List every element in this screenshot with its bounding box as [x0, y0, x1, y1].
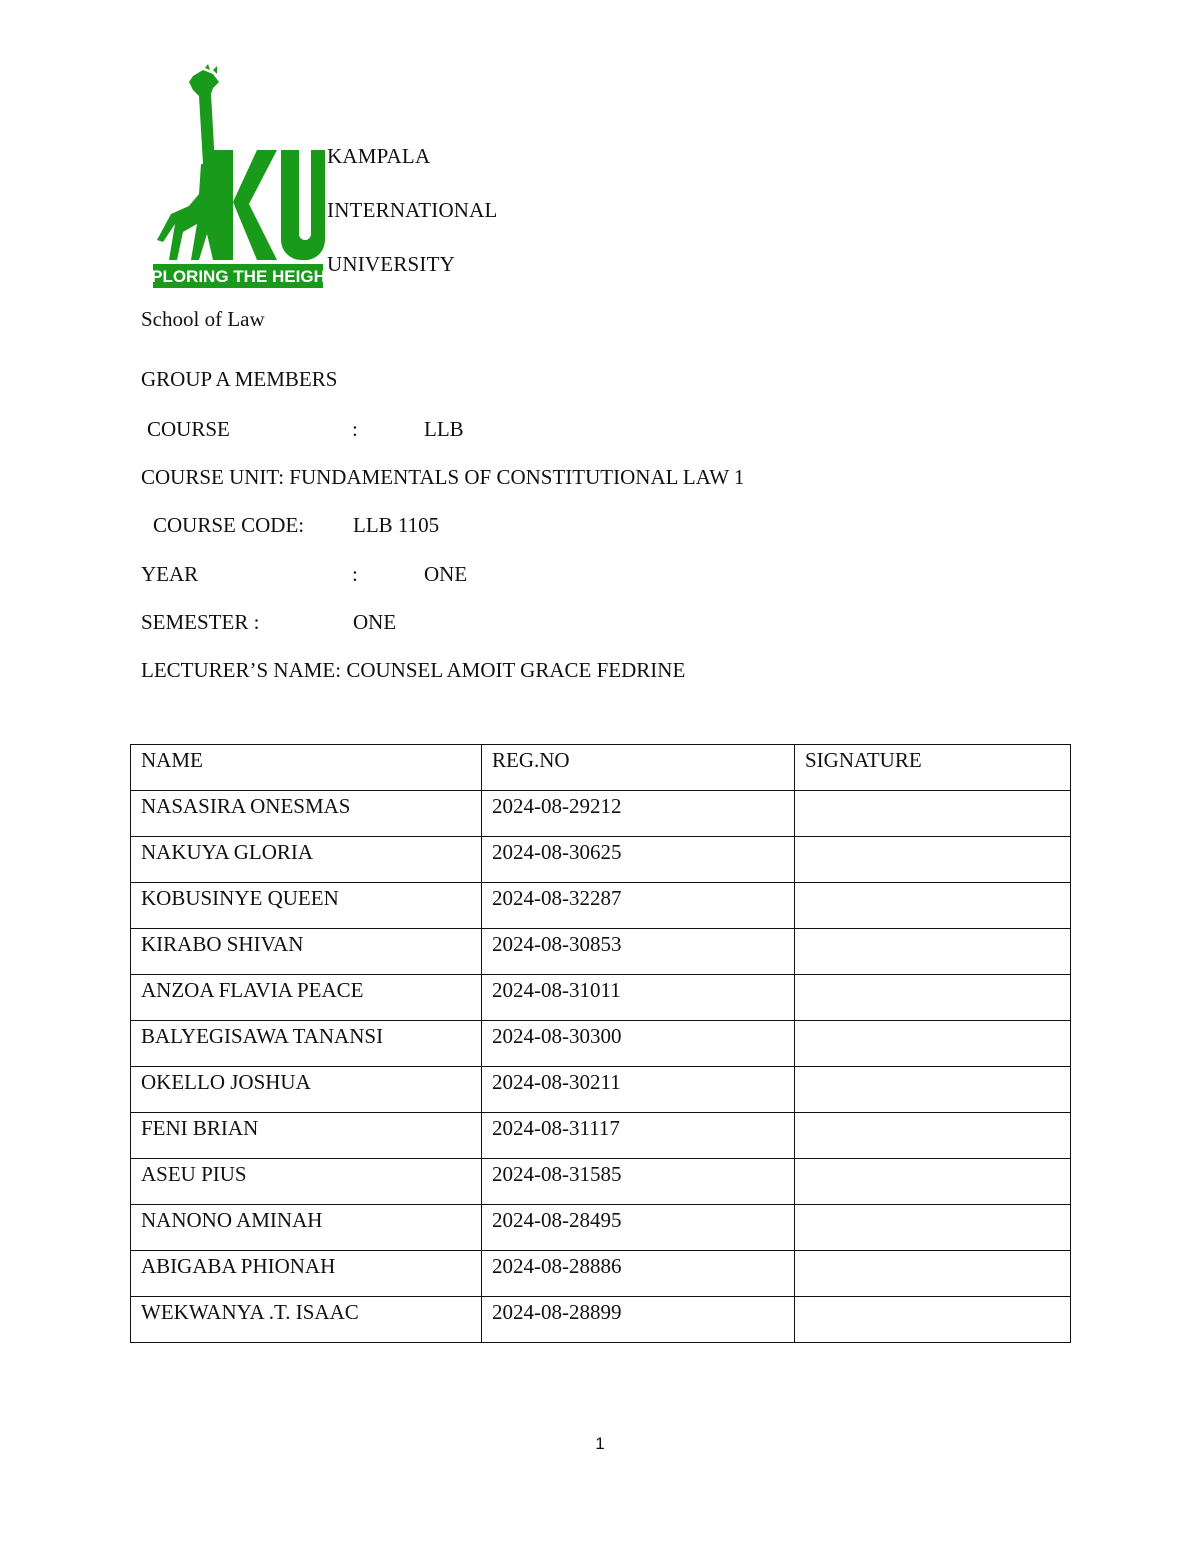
member-reg-no: 2024-08-30211 — [482, 1067, 795, 1113]
member-name: ASEU PIUS — [131, 1159, 482, 1205]
member-name: KIRABO SHIVAN — [131, 929, 482, 975]
course-unit: COURSE UNIT: FUNDAMENTALS OF CONSTITUTIONAL LAW 1 — [141, 465, 745, 489]
table-row — [131, 1251, 1071, 1297]
table-row — [131, 929, 1071, 975]
university-name-line-1: KAMPALA — [327, 144, 431, 168]
school-name: School of Law — [141, 307, 265, 331]
member-name: OKELLO JOSHUA — [131, 1067, 482, 1113]
member-name: BALYEGISAWA TANANSI — [131, 1021, 482, 1067]
table-row — [131, 883, 1071, 929]
group-title: GROUP A MEMBERS — [141, 367, 338, 391]
member-name: WEKWANYA .T. ISAAC — [131, 1297, 482, 1343]
table-row — [131, 837, 1071, 883]
member-name: NASASIRA ONESMAS — [131, 791, 482, 837]
table-row — [131, 1205, 1071, 1251]
semester-value: ONE — [353, 610, 397, 634]
member-reg-no: 2024-08-28886 — [482, 1251, 795, 1297]
semester-label: SEMESTER : — [141, 610, 260, 634]
member-signature — [795, 1205, 1071, 1251]
member-reg-no: 2024-08-30625 — [482, 837, 795, 883]
university-name-line-3: UNIVERSITY — [327, 252, 455, 276]
member-signature — [795, 1251, 1071, 1297]
member-reg-no: 2024-08-30853 — [482, 929, 795, 975]
member-signature — [795, 883, 1071, 929]
table-row — [131, 975, 1071, 1021]
member-reg-no: 2024-08-29212 — [482, 791, 795, 837]
course-label: COURSE — [147, 417, 230, 441]
member-reg-no: 2024-08-32287 — [482, 883, 795, 929]
table-row — [131, 1067, 1071, 1113]
university-name-line-2: INTERNATIONAL — [327, 198, 498, 222]
course-value: LLB — [424, 417, 464, 441]
member-name: FENI BRIAN — [131, 1113, 482, 1159]
table-row — [131, 1021, 1071, 1067]
course-separator: : — [352, 417, 358, 441]
member-signature — [795, 1113, 1071, 1159]
year-label: YEAR — [141, 562, 199, 586]
member-reg-no: 2024-08-28899 — [482, 1297, 795, 1343]
header-name: NAME — [131, 745, 482, 791]
course-code-label: COURSE CODE: — [153, 513, 305, 537]
member-reg-no: 2024-08-31117 — [482, 1113, 795, 1159]
table-row — [131, 791, 1071, 837]
member-reg-no: 2024-08-30300 — [482, 1021, 795, 1067]
kiu-giraffe-logo-icon — [128, 64, 348, 288]
table-row — [131, 1113, 1071, 1159]
header-signature: SIGNATURE — [795, 745, 1071, 791]
member-signature — [795, 837, 1071, 883]
member-name: ANZOA FLAVIA PEACE — [131, 975, 482, 1021]
year-separator: : — [352, 562, 358, 586]
member-name: NAKUYA GLORIA — [131, 837, 482, 883]
table-header-row — [131, 745, 1071, 791]
logo-tagline: EXPLORING THE HEIGHTS — [128, 267, 348, 286]
lecturer-name: LECTURER’S NAME: COUNSEL AMOIT GRACE FEDRINE — [141, 658, 686, 682]
member-signature — [795, 1159, 1071, 1205]
header-reg-no: REG.NO — [482, 745, 795, 791]
member-name: NANONO AMINAH — [131, 1205, 482, 1251]
member-name: KOBUSINYE QUEEN — [131, 883, 482, 929]
member-reg-no: 2024-08-31011 — [482, 975, 795, 1021]
member-signature — [795, 1297, 1071, 1343]
member-name: ABIGABA PHIONAH — [131, 1251, 482, 1297]
member-reg-no: 2024-08-28495 — [482, 1205, 795, 1251]
member-signature — [795, 791, 1071, 837]
table-row — [131, 1297, 1071, 1343]
members-table — [130, 744, 1071, 1343]
member-signature — [795, 975, 1071, 1021]
table-row — [131, 1159, 1071, 1205]
member-signature — [795, 1021, 1071, 1067]
course-code-value: LLB 1105 — [353, 513, 440, 537]
member-reg-no: 2024-08-31585 — [482, 1159, 795, 1205]
member-signature — [795, 1067, 1071, 1113]
year-value: ONE — [424, 562, 468, 586]
member-signature — [795, 929, 1071, 975]
page-number: 1 — [595, 1434, 605, 1453]
